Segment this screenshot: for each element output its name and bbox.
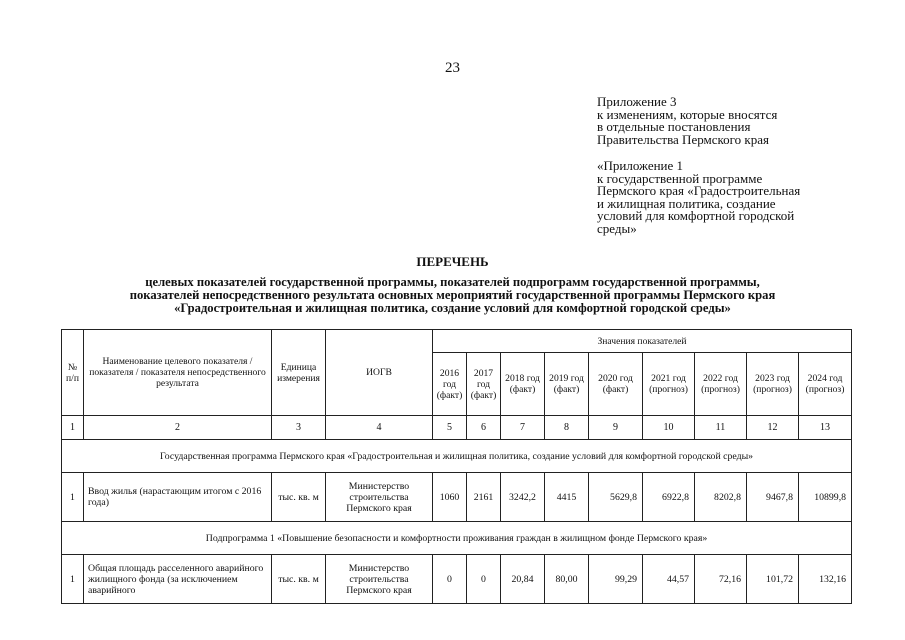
appendix-line: Приложение 3	[597, 94, 677, 109]
value-cell: 10899,8	[799, 473, 852, 522]
section-title: Государственная программа Пермского края «Градостроительная и жилищная политика, создание условий для комфортной городской среды»	[62, 440, 852, 473]
value-cell: 1060	[433, 473, 467, 522]
header-year: 2022 год (прогноз)	[695, 353, 747, 416]
section-row-subprogram-1	[62, 522, 852, 555]
appendix-line: «Приложение 1	[597, 158, 684, 173]
header-year: 2018 год (факт)	[501, 353, 545, 416]
header-values-group: Значения показателей	[433, 330, 852, 353]
section-row-state-program	[62, 440, 852, 473]
column-number: 5	[433, 416, 467, 440]
table-row	[62, 473, 852, 522]
row-number: 1	[62, 473, 84, 522]
table-header-row	[62, 330, 852, 353]
value-cell: 44,57	[643, 555, 695, 604]
header-name: Наименование целевого показателя / показателя / показателя непосредственного результата	[84, 330, 272, 416]
appendix-line: к государственной программе	[597, 170, 763, 186]
header-year: 2023 год (прогноз)	[747, 353, 799, 416]
value-cell: 0	[433, 555, 467, 604]
value-cell: 0	[467, 555, 501, 604]
header-year: 2021 год (прогноз)	[643, 353, 695, 416]
column-numbers-row	[62, 416, 852, 440]
header-iogv: ИОГВ	[326, 330, 433, 416]
value-cell: 132,16	[799, 555, 852, 604]
appendix-line: условий для комфортной городской	[597, 208, 795, 223]
value-cell: 80,00	[545, 555, 589, 604]
page-number: 23	[445, 60, 460, 76]
subtitle-line: целевых показателей государственной программы, показателей подпрограмм государственной программы,	[145, 275, 760, 289]
value-cell: 99,29	[589, 555, 643, 604]
column-number: 6	[467, 416, 501, 440]
subtitle-line: показателей непосредственного результата основных мероприятий государственной программы Пермского края	[129, 288, 776, 302]
value-cell: 3242,2	[501, 473, 545, 522]
appendix-line: к изменениям, которые вносятся	[597, 106, 778, 122]
appendix-line: Пермского края «Градостроительная	[597, 183, 801, 198]
header-year: 2016 год (факт)	[433, 353, 467, 416]
indicator-name: Общая площадь расселенного аварийного жилищного фонда (за исключением аварийного	[84, 555, 272, 604]
header-year: 2017 год (факт)	[467, 353, 501, 416]
appendix-program-block	[597, 160, 800, 235]
value-cell: 101,72	[747, 555, 799, 604]
appendix-reference-block	[597, 96, 777, 146]
value-cell: 4415	[545, 473, 589, 522]
value-cell: 8202,8	[695, 473, 747, 522]
value-cell: 9467,8	[747, 473, 799, 522]
header-no: № п/п	[62, 330, 84, 416]
column-number: 8	[545, 416, 589, 440]
document-subtitle	[0, 276, 905, 315]
column-number: 7	[501, 416, 545, 440]
unit-cell: тыс. кв. м	[272, 473, 326, 522]
document-title: ПЕРЕЧЕНЬ	[416, 254, 489, 269]
indicators-table	[61, 329, 852, 604]
value-cell: 20,84	[501, 555, 545, 604]
unit-cell: тыс. кв. м	[272, 555, 326, 604]
column-number: 10	[643, 416, 695, 440]
appendix-line: и жилищная политика, создание	[597, 195, 776, 211]
iogv-cell: Министерство строительства Пермского края	[326, 555, 433, 604]
header-year: 2019 год (факт)	[545, 353, 589, 416]
subtitle-line: «Градостроительная и жилищная политика, создание условий для комфортной городской среды»	[174, 301, 731, 315]
column-number: 3	[272, 416, 326, 440]
column-number: 9	[589, 416, 643, 440]
section-title: Подпрограмма 1 «Повышение безопасности и комфортности проживания граждан в жилищном фонде Пермского края»	[62, 522, 852, 555]
appendix-line: в отдельные постановления	[597, 119, 751, 134]
column-number: 12	[747, 416, 799, 440]
column-number: 11	[695, 416, 747, 440]
header-year: 2024 год (прогноз)	[799, 353, 852, 416]
value-cell: 72,16	[695, 555, 747, 604]
header-unit: Единица измерения	[272, 330, 326, 416]
column-number: 4	[326, 416, 433, 440]
appendix-line: Правительства Пермского края	[597, 131, 769, 147]
row-number: 1	[62, 555, 84, 604]
column-number: 1	[62, 416, 84, 440]
header-year: 2020 год (факт)	[589, 353, 643, 416]
appendix-line: среды»	[597, 220, 637, 236]
indicator-name: Ввод жилья (нарастающим итогом с 2016 года)	[84, 473, 272, 522]
value-cell: 5629,8	[589, 473, 643, 522]
column-number: 13	[799, 416, 852, 440]
iogv-cell: Министерство строительства Пермского края	[326, 473, 433, 522]
value-cell: 6922,8	[643, 473, 695, 522]
value-cell: 2161	[467, 473, 501, 522]
column-number: 2	[84, 416, 272, 440]
table-row	[62, 555, 852, 604]
